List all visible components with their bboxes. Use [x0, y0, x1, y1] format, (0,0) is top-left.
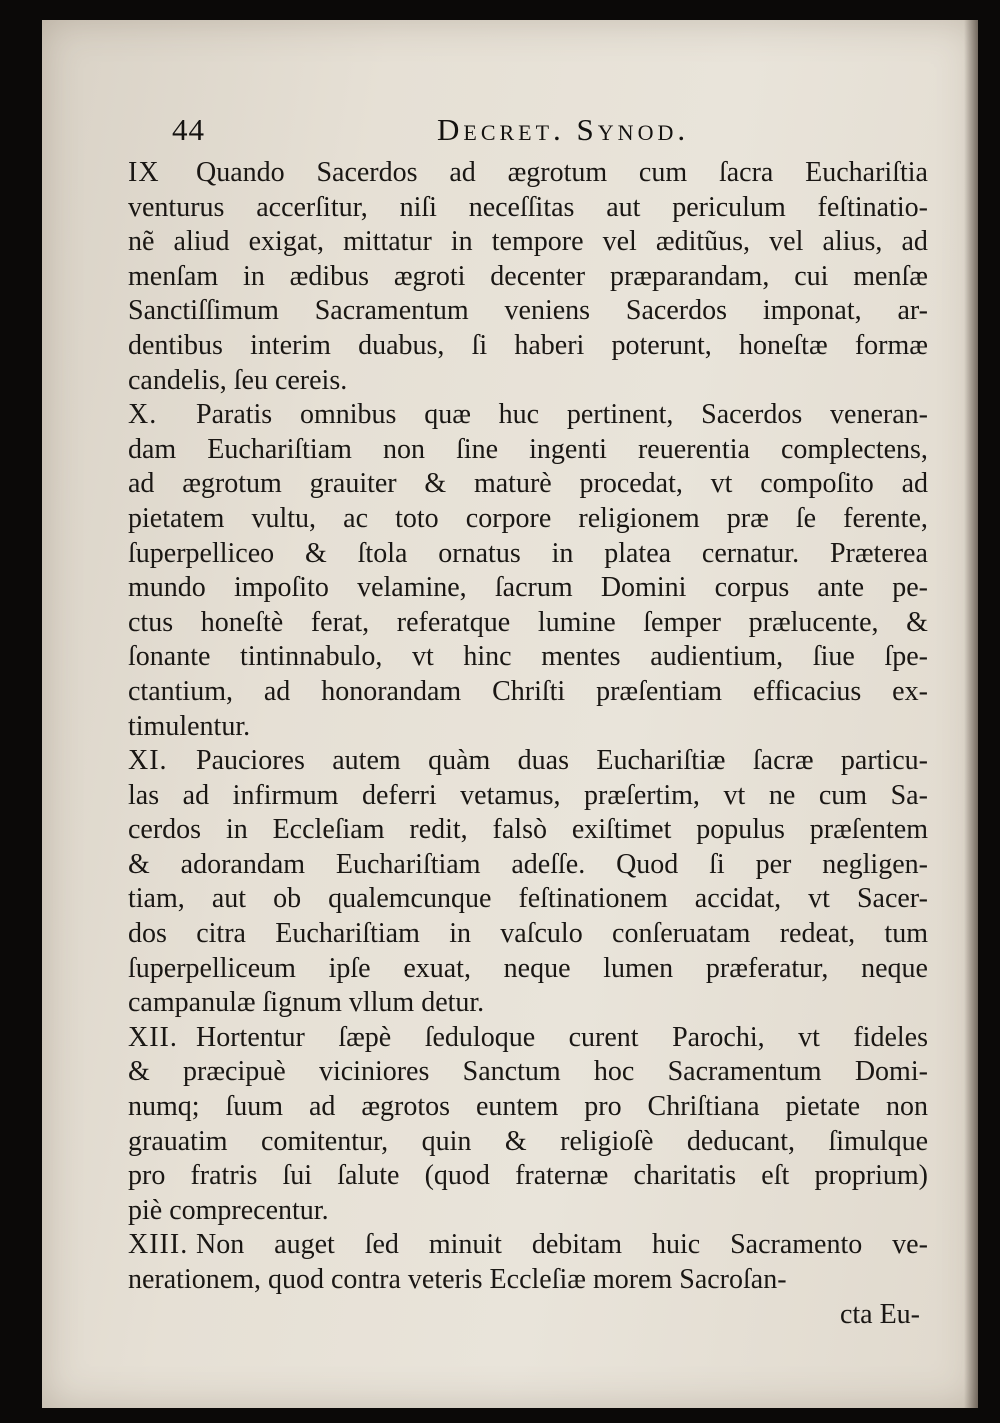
line-text: ſuperpelliceo & ſtola ornatus in platea cernatur. Præterea — [128, 537, 928, 569]
line-text: dentibus interim duabus, ſi haberi poterunt, honeſtæ formæ — [128, 329, 928, 361]
line-text: nerationem, quod contra veteris Eccleſiæ morem Sacroſan- — [128, 1264, 787, 1295]
paragraph-number: XIII. — [128, 1229, 189, 1261]
paragraph-number: IX — [128, 157, 160, 188]
text-line — [128, 260, 928, 295]
text-line — [128, 606, 928, 641]
text-line — [128, 917, 928, 952]
line-text: timulentur. — [128, 710, 251, 742]
page-number: 44 — [172, 112, 205, 147]
page-edge-shadow — [964, 20, 978, 1408]
text-line — [128, 952, 928, 987]
paragraph — [128, 156, 928, 398]
paragraph — [128, 1228, 928, 1297]
line-text: & præcipuè viciniores Sanctum hoc Sacramentum Domi- — [128, 1056, 928, 1088]
text-line — [128, 329, 928, 364]
text-line — [128, 537, 928, 572]
line-text: Non auget ſed minuit debitam huic Sacramento ve- — [196, 1229, 928, 1261]
text-line — [128, 1159, 928, 1194]
line-text: tiam, aut ob qualemcunque feſtinationem accidat, vt Sacer- — [128, 883, 928, 915]
text-line — [128, 467, 928, 502]
text-line — [128, 364, 928, 399]
line-text: pietatem vultu, ac toto corpore religionem præ ſe ferente, — [128, 502, 928, 534]
catchword: cta Eu- — [839, 1298, 920, 1330]
paragraph — [128, 398, 928, 744]
line-text: cerdos in Eccleſiam redit, falsò exiſtimet populus præſentem — [128, 814, 928, 846]
line-text: campanulæ ſignum vllum detur. — [128, 987, 485, 1019]
text-line — [128, 502, 928, 537]
text-line — [128, 1021, 928, 1056]
paragraph — [128, 1021, 928, 1229]
text-line — [128, 744, 928, 779]
text-line — [128, 571, 928, 606]
line-text: venturus accerſitur, niſi neceſſitas aut periculum feſtinatio- — [128, 191, 928, 223]
line-text: dam Euchariſtiam non ſine ingenti reuerentia complectens, — [128, 433, 928, 465]
paragraph-number: XII. — [128, 1021, 178, 1053]
paragraph — [128, 744, 928, 1021]
text-line — [128, 1228, 928, 1263]
line-text: ad ægrotum grauiter & maturè procedat, vt compoſito ad — [128, 468, 928, 500]
paragraph-number: XI. — [128, 745, 168, 777]
text-line — [128, 779, 928, 814]
text-line — [128, 1194, 928, 1229]
line-text: numq; ſuum ad ægrotos euntem pro Chriſtiana pietate non — [128, 1091, 928, 1123]
line-text: & adorandam Euchariſtiam adeſſe. Quod ſi per negligen- — [128, 848, 928, 880]
line-text: Paratis omnibus quæ huc pertinent, Sacerdos veneran- — [196, 399, 928, 431]
text-line — [128, 675, 928, 710]
text-line — [128, 1125, 928, 1160]
line-text: menſam in ædibus ægroti decenter præparandam, cui menſæ — [128, 260, 928, 292]
line-text: ſonante tintinnabulo, vt hinc mentes audientium, ſiue ſpe- — [128, 641, 928, 673]
line-text: Hortentur ſæpè ſeduloque curent Parochi, vt fideles — [196, 1021, 928, 1053]
text-line — [128, 433, 928, 468]
line-text: Quando Sacerdos ad ægrotum cum ſacra Euchariſtia — [196, 157, 928, 188]
text-line — [128, 848, 928, 883]
line-text: mundo impoſito velamine, ſacrum Domini corpus ante pe- — [128, 572, 928, 604]
line-text: Pauciores autem quàm duas Euchariſtiæ ſacræ particu- — [196, 745, 928, 777]
text-line — [128, 191, 928, 226]
line-text: ſuperpelliceum ipſe exuat, neque lumen præferatur, neque — [128, 952, 928, 984]
line-text: ctantium, ad honorandam Chriſti præſentiam efficacius ex- — [128, 675, 928, 707]
text-line — [128, 1090, 928, 1125]
line-text: grauatim comitentur, quin & religioſè deducant, ſimulque — [128, 1125, 928, 1157]
text-line — [128, 640, 928, 675]
body-text — [128, 156, 928, 1332]
text-line — [128, 882, 928, 917]
text-line — [128, 156, 928, 191]
text-line — [128, 1055, 928, 1090]
text-line — [128, 1263, 928, 1298]
line-text: pro fratris ſui ſalute (quod fraternæ charitatis eſt proprium) — [128, 1160, 928, 1192]
line-text: candelis, ſeu cereis. — [128, 364, 348, 396]
line-text: dos citra Euchariſtiam in vaſculo conſeruatam redeat, tum — [128, 918, 928, 950]
line-text: ctus honeſtè ferat, referatque lumine ſemper prælucente, & — [128, 606, 928, 638]
line-text: nẽ aliud exigat, mittatur in tempore vel æditũus, vel alius, ad — [128, 226, 928, 258]
running-head: Decret. Synod. — [437, 112, 690, 147]
text-line — [128, 398, 928, 433]
line-text: piè comprecentur. — [128, 1194, 329, 1226]
page-header — [172, 112, 772, 162]
text-line — [128, 813, 928, 848]
text-line — [128, 986, 928, 1021]
text-line — [128, 710, 928, 745]
text-line — [128, 294, 928, 329]
text-line — [128, 225, 928, 260]
line-text: las ad infirmum deferri vetamus, præſertim, vt ne cum Sa- — [128, 779, 928, 811]
paragraph-number: X. — [128, 399, 158, 431]
line-text: Sanctiſſimum Sacramentum veniens Sacerdos imponat, ar- — [128, 295, 928, 327]
